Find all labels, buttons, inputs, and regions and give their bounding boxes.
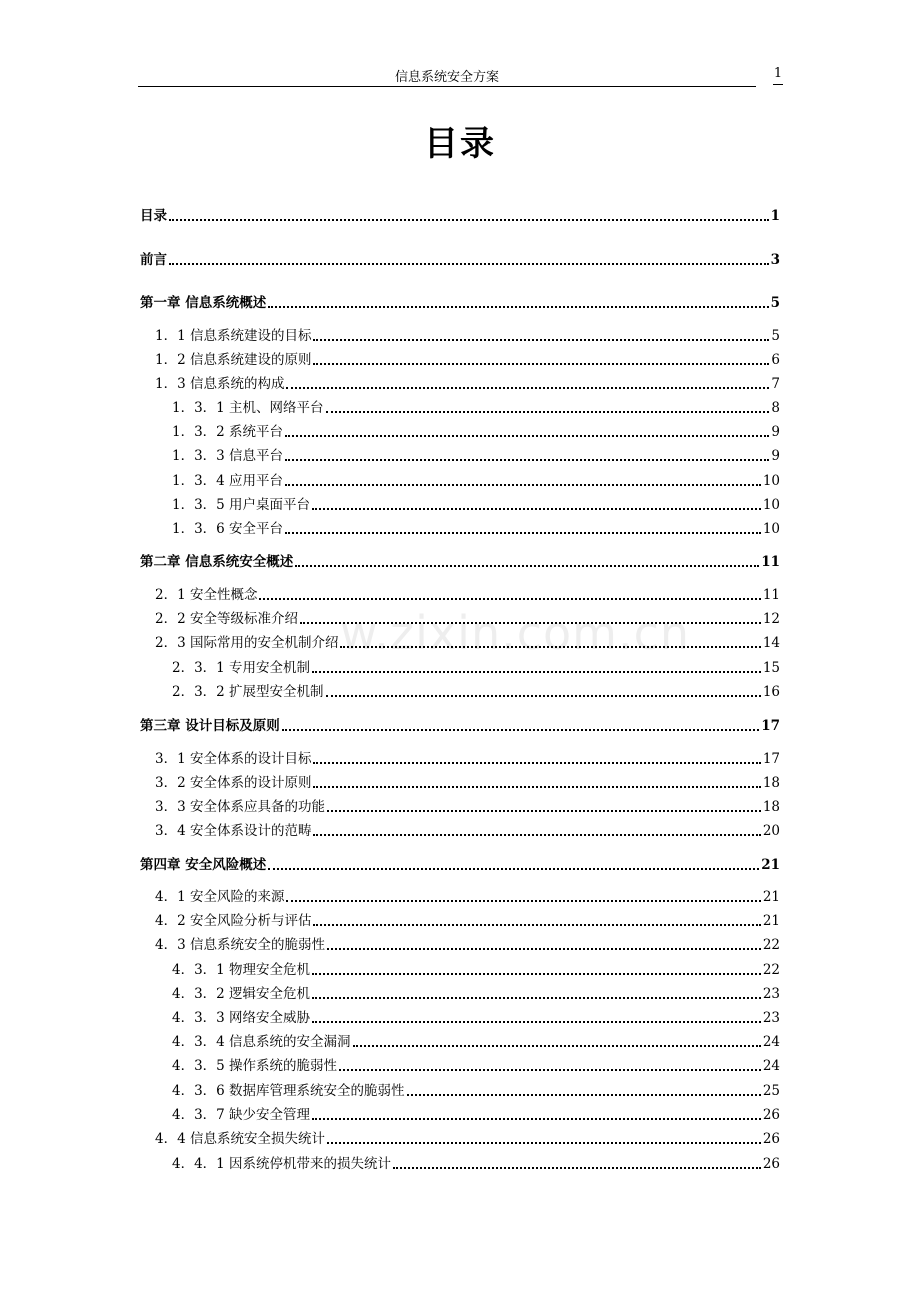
- toc-entry-label: 2．3 国际常用的安全机制介绍: [155, 635, 339, 651]
- toc-entry-page: 5: [771, 328, 780, 344]
- toc-entry-page: 26: [762, 1131, 780, 1147]
- watermark: w.zixin.com.cn: [340, 606, 691, 660]
- toc-entry[interactable]: [155, 797, 780, 817]
- toc-leader-dots: [313, 363, 769, 365]
- toc-leader-dots: [312, 1021, 761, 1023]
- toc-entry-label: 4．3 信息系统安全的脆弱性: [155, 937, 325, 953]
- toc-entry-label: 4．3．3 网络安全威胁: [172, 1010, 311, 1026]
- toc-entry-page: 18: [762, 775, 780, 791]
- toc-entry-page: 3: [770, 252, 780, 268]
- toc-leader-dots: [169, 263, 769, 265]
- toc-entry-label: 4．4．1 因系统停机带来的损失统计: [172, 1156, 392, 1172]
- toc-entry-label: 4．3．6 数据库管理系统安全的脆弱性: [172, 1083, 405, 1099]
- toc-leader-dots: [300, 622, 761, 624]
- toc-entry[interactable]: [172, 495, 780, 515]
- toc-entry[interactable]: [155, 887, 780, 907]
- toc-entry-page: 7: [771, 376, 780, 392]
- toc-entry-label: 1．3．6 安全平台: [172, 521, 284, 537]
- toc-entry-label: 2．1 安全性概念: [155, 587, 258, 603]
- toc-entry-page: 14: [762, 635, 780, 651]
- toc-entry-page: 26: [762, 1107, 780, 1123]
- toc-entry-page: 10: [762, 521, 780, 537]
- toc-entry-label: 3．2 安全体系的设计原则: [155, 775, 312, 791]
- toc-entry[interactable]: [172, 398, 780, 418]
- toc-entry[interactable]: [155, 911, 780, 931]
- toc-entry[interactable]: [172, 682, 780, 702]
- toc-leader-dots: [393, 1167, 761, 1169]
- toc-leader-dots: [313, 762, 760, 764]
- toc-entry-page: 8: [771, 400, 780, 416]
- toc-entry-label: 2．3．2 扩展型安全机制: [172, 684, 324, 700]
- toc-entry-label: 1．1 信息系统建设的目标: [155, 328, 312, 344]
- toc-entry-label: 4．3．1 物理安全危机: [172, 962, 311, 978]
- toc-entry-label: 2．3．1 专用安全机制: [172, 660, 311, 676]
- toc-entry-label: 目录: [140, 208, 167, 224]
- toc-entry[interactable]: [155, 1129, 780, 1149]
- toc-leader-dots: [285, 459, 769, 461]
- toc-entry-page: 21: [762, 913, 780, 929]
- toc-leader-dots: [313, 786, 760, 788]
- toc-entry[interactable]: [155, 350, 780, 370]
- toc-leader-dots: [407, 1094, 761, 1096]
- toc-chapter-entry[interactable]: [140, 716, 780, 736]
- toc-entry-label: 4．4 信息系统安全损失统计: [155, 1131, 325, 1147]
- toc-entry[interactable]: [155, 749, 780, 769]
- toc-leader-dots: [286, 387, 769, 389]
- toc-leader-dots: [312, 973, 761, 975]
- toc-entry-label: 4．1 安全风险的来源: [155, 889, 285, 905]
- toc-leader-dots: [286, 900, 760, 902]
- toc-entry-page: 17: [761, 718, 780, 734]
- toc-entry-label: 第二章 信息系统安全概述: [140, 554, 294, 570]
- toc-entry-page: 12: [762, 611, 780, 627]
- toc-entry-page: 6: [771, 352, 780, 368]
- toc-entry-page: 11: [761, 554, 780, 570]
- toc-entry[interactable]: [172, 1032, 780, 1052]
- toc-entry-page: 21: [762, 889, 780, 905]
- toc-leader-dots: [169, 219, 769, 221]
- toc-entry-page: 24: [762, 1034, 780, 1050]
- toc-entry[interactable]: [172, 446, 780, 466]
- toc-entry[interactable]: [172, 960, 780, 980]
- toc-entry-page: 23: [762, 986, 780, 1002]
- toc-entry[interactable]: [155, 935, 780, 955]
- toc-entry[interactable]: [172, 1056, 780, 1076]
- toc-chapter-entry[interactable]: [140, 250, 780, 270]
- toc-entry[interactable]: [172, 984, 780, 1004]
- toc-entry-page: 26: [762, 1156, 780, 1172]
- toc-entry-label: 4．3．7 缺少安全管理: [172, 1107, 311, 1123]
- toc-entry-page: 1: [770, 208, 780, 224]
- toc-entry-label: 3．3 安全体系应具备的功能: [155, 799, 325, 815]
- toc-chapter-entry[interactable]: [140, 293, 780, 313]
- toc-leader-dots: [312, 997, 761, 999]
- toc-entry-label: 1．3．3 信息平台: [172, 448, 284, 464]
- toc-entry-page: 5: [770, 295, 780, 311]
- toc-chapter-entry[interactable]: [140, 206, 780, 226]
- toc-entry-label: 1．3．2 系统平台: [172, 424, 284, 440]
- toc-entry-page: 16: [762, 684, 780, 700]
- toc-leader-dots: [326, 695, 761, 697]
- toc-leader-dots: [353, 1045, 761, 1047]
- toc-entry-label: 4．2 安全风险分析与评估: [155, 913, 312, 929]
- toc-entry-label: 第三章 设计目标及原则: [140, 718, 280, 734]
- toc-entry-page: 10: [762, 473, 780, 489]
- toc-leader-dots: [327, 810, 761, 812]
- toc-entry-label: 第一章 信息系统概述: [140, 295, 267, 311]
- toc-entry-page: 10: [762, 497, 780, 513]
- header-title: 信息系统安全方案: [394, 70, 499, 85]
- toc-entry-page: 9: [771, 424, 780, 440]
- toc-leader-dots: [259, 598, 760, 600]
- toc-entry-page: 18: [762, 799, 780, 815]
- toc-leader-dots: [312, 671, 761, 673]
- toc-entry-page: 9: [771, 448, 780, 464]
- toc-entry-page: 20: [762, 823, 780, 839]
- toc-entry[interactable]: [172, 658, 780, 678]
- toc-leader-dots: [326, 411, 770, 413]
- toc-entry[interactable]: [172, 1154, 780, 1174]
- toc-leader-dots: [285, 532, 761, 534]
- toc-entry[interactable]: [172, 1008, 780, 1028]
- toc-leader-dots: [268, 868, 759, 870]
- toc-leader-dots: [268, 306, 768, 308]
- toc-entry[interactable]: [172, 422, 780, 442]
- doc-title: 目录: [424, 124, 496, 164]
- toc-chapter-entry[interactable]: [140, 552, 780, 572]
- toc-entry[interactable]: [155, 326, 780, 346]
- toc-entry[interactable]: [155, 821, 780, 841]
- toc-leader-dots: [312, 508, 761, 510]
- toc-entry[interactable]: [155, 633, 780, 653]
- toc-entry-label: 2．2 安全等级标准介绍: [155, 611, 298, 627]
- toc-entry[interactable]: [172, 471, 780, 491]
- toc-leader-dots: [295, 565, 759, 567]
- toc-entry-label: 3．4 安全体系设计的范畴: [155, 823, 312, 839]
- toc-entry[interactable]: [155, 585, 780, 605]
- toc-entry-label: 第四章 安全风险概述: [140, 857, 267, 873]
- toc-chapter-entry[interactable]: [140, 855, 780, 875]
- toc-leader-dots: [339, 1069, 761, 1071]
- toc-entry-label: 1．3．1 主机、网络平台: [172, 400, 324, 416]
- toc-entry-page: 22: [762, 962, 780, 978]
- toc-entry-label: 1．2 信息系统建设的原则: [155, 352, 312, 368]
- toc-leader-dots: [312, 1118, 761, 1120]
- toc-leader-dots: [340, 646, 760, 648]
- toc-entry[interactable]: [155, 609, 780, 629]
- toc-entry[interactable]: [155, 374, 780, 394]
- toc-entry[interactable]: [172, 1105, 780, 1125]
- toc-entry[interactable]: [172, 1081, 780, 1101]
- toc-leader-dots: [313, 924, 760, 926]
- toc-leader-dots: [327, 948, 761, 950]
- toc-entry[interactable]: [155, 773, 780, 793]
- toc-leader-dots: [285, 484, 761, 486]
- toc-entry-label: 4．3．4 信息系统的安全漏洞: [172, 1034, 351, 1050]
- toc-entry-page: 25: [762, 1083, 780, 1099]
- toc-entry-page: 23: [762, 1010, 780, 1026]
- toc-entry-label: 1．3 信息系统的构成: [155, 376, 285, 392]
- toc-leader-dots: [285, 435, 769, 437]
- toc-leader-dots: [313, 339, 769, 341]
- toc-entry-page: 11: [762, 587, 780, 603]
- toc-entry-page: 17: [762, 751, 780, 767]
- toc-entry-page: 21: [761, 857, 780, 873]
- toc-entry[interactable]: [172, 519, 780, 539]
- toc-entry-page: 22: [762, 937, 780, 953]
- toc-entry-page: 15: [762, 660, 780, 676]
- toc-entry-page: 24: [762, 1058, 780, 1074]
- header-page-number: 1: [773, 64, 783, 85]
- toc-leader-dots: [282, 729, 760, 731]
- toc-entry-label: 1．3．4 应用平台: [172, 473, 284, 489]
- toc-entry-label: 1．3．5 用户桌面平台: [172, 497, 311, 513]
- toc-entry-label: 前言: [140, 252, 167, 268]
- toc-leader-dots: [313, 834, 760, 836]
- toc-entry-label: 4．3．2 逻辑安全危机: [172, 986, 311, 1002]
- toc-entry-label: 3．1 安全体系的设计目标: [155, 751, 312, 767]
- toc-leader-dots: [327, 1142, 761, 1144]
- toc-entry-label: 4．3．5 操作系统的脆弱性: [172, 1058, 338, 1074]
